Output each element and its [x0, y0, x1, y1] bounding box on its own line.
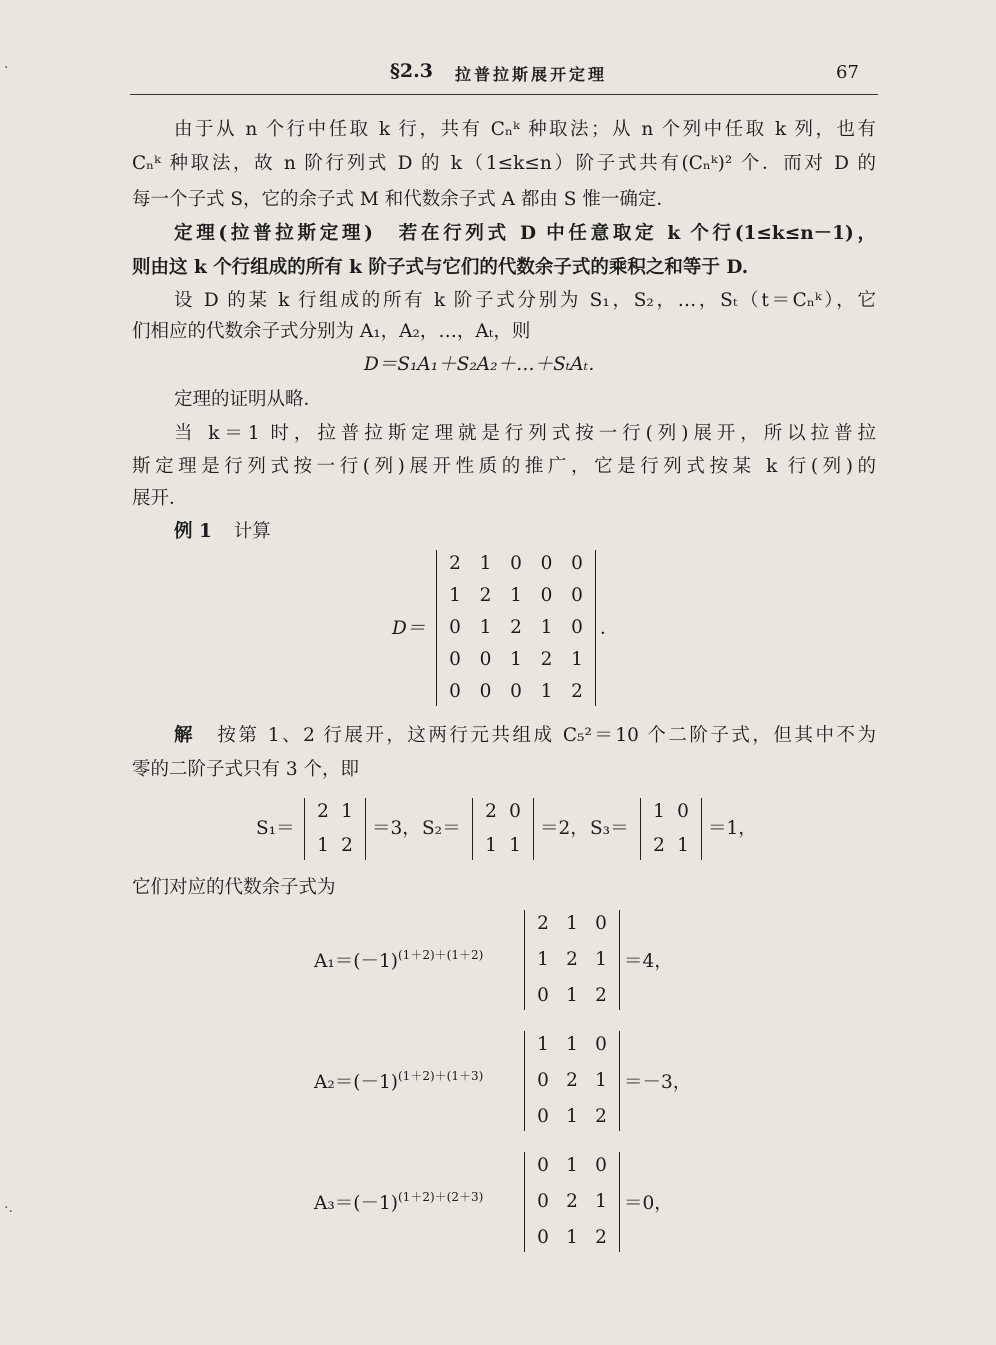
matrix-cell: 1 — [537, 1034, 549, 1055]
cofactor-2-exponent: (1＋2)＋(1＋3) — [398, 1069, 484, 1083]
matrix-cell: 1 — [595, 1070, 607, 1091]
matrix-cell: 1 — [566, 985, 578, 1006]
matrix-cell: 2 — [566, 1070, 578, 1091]
matrix-cell: 2 — [653, 835, 665, 856]
matrix-cell: 1 — [571, 649, 583, 670]
matrix-cell: 1 — [317, 835, 329, 856]
theorem-line1: 定理(拉普拉斯定理) 若在行列式 D 中任意取定 k 个行(1≤k≤n－1)， — [174, 223, 876, 244]
matrix-cell: 1 — [449, 585, 461, 606]
solution-line1 — [174, 724, 876, 748]
cofactor-2-determinant — [524, 1031, 620, 1131]
cofactor-3-exponent: (1＋2)＋(2＋3) — [398, 1190, 484, 1204]
matrix-cell: 2 — [566, 949, 578, 970]
matrix-cell: 1 — [566, 1227, 578, 1248]
matrix-cell: 1 — [653, 801, 665, 822]
matrix-cell: 2 — [595, 985, 607, 1006]
matrix-cell: 1 — [540, 617, 553, 638]
para1-line2: Cₙᵏ 种取法，故 n 阶行列式 D 的 k（1≤k≤n）阶子式共有(Cₙᵏ)² 个．而对 D 的 — [132, 153, 876, 174]
solution-text: 按第 1、2 行展开，这两行元共组成 C₅²＝10 个二阶子式，但其中不为 — [217, 725, 876, 746]
matrix-cell: 1 — [566, 1034, 578, 1055]
matrix-cell: 2 — [449, 553, 461, 574]
minor-3-lhs: S₃＝ — [590, 818, 629, 839]
matrix-cell: 0 — [540, 553, 553, 574]
example-rhs: ． — [600, 618, 619, 639]
matrix-cell: 2 — [510, 617, 522, 638]
proof-note: 定理的证明从略． — [174, 389, 323, 410]
matrix-cell: 1 — [537, 949, 549, 970]
matrix-cell: 2 — [595, 1106, 607, 1127]
matrix-cell: 1 — [510, 649, 522, 670]
minor-2-rhs: ＝2， — [540, 818, 589, 839]
matrix-cell: 1 — [540, 681, 553, 702]
minor-2-determinant — [472, 798, 534, 860]
matrix-cell: 1 — [677, 835, 689, 856]
matrix-cell: 0 — [595, 1155, 607, 1176]
matrix-cell: 1 — [485, 835, 497, 856]
matrix-cell: 0 — [537, 985, 549, 1006]
theorem-line2: 则由这 k 个行组成的所有 k 阶子式与它们的代数余子式的乘积之和等于 D. — [132, 257, 749, 278]
matrix-cell: 0 — [571, 585, 583, 606]
minor-3-rhs: ＝1， — [708, 818, 757, 839]
minor-2-lhs: S₂＝ — [422, 818, 461, 839]
matrix-cell: 0 — [479, 649, 492, 670]
matrix-cell: 0 — [449, 649, 461, 670]
matrix-cell: 2 — [317, 801, 329, 822]
matrix-cell: 1 — [509, 835, 521, 856]
matrix-cell: 2 — [571, 681, 583, 702]
matrix-cell: 2 — [566, 1191, 578, 1212]
matrix-cell: 2 — [479, 585, 492, 606]
matrix-cell: 1 — [510, 585, 522, 606]
matrix-cell: 0 — [479, 681, 492, 702]
minor-1-rhs: ＝3， — [372, 818, 421, 839]
example-determinant — [436, 550, 596, 706]
matrix-cell: 2 — [485, 801, 497, 822]
matrix-cell: 2 — [537, 913, 549, 934]
margin-mark: ·. — [4, 1200, 13, 1216]
matrix-cell: 0 — [677, 801, 689, 822]
cofactor-2-lhs: A₂＝(－1) — [314, 1072, 398, 1093]
minor-1-determinant — [304, 798, 366, 860]
solution-label: 解 — [174, 725, 196, 746]
example-label: 例 1 — [174, 521, 212, 542]
matrix-cell: 0 — [537, 1191, 549, 1212]
example-text: 计算 — [233, 521, 271, 542]
para3-line3: 展开． — [132, 488, 188, 509]
para3-line2: 斯定理是行列式按一行(列)展开性质的推广，它是行列式按某 k 行(列)的 — [132, 456, 876, 477]
section-number: §2.3 — [390, 60, 433, 82]
para2-line1: 设 D 的某 k 行组成的所有 k 阶子式分别为 S₁，S₂，…，Sₜ（t＝Cₙᵏ），它 — [174, 290, 876, 311]
cofactor-1-lhs: A₁＝(－1) — [314, 951, 398, 972]
matrix-cell: 0 — [537, 1106, 549, 1127]
matrix-cell: 0 — [571, 553, 583, 574]
matrix-cell: 0 — [540, 585, 553, 606]
matrix-cell: 2 — [540, 649, 553, 670]
para3-line1: 当 k＝1 时，拉普拉斯定理就是行列式按一行(列)展开，所以拉普拉 — [174, 423, 876, 444]
para1-line1: 由于从 n 个行中任取 k 行，共有 Cₙᵏ 种取法；从 n 个列中任取 k 列，也有 — [174, 119, 876, 140]
minor-1-lhs: S₁＝ — [256, 818, 295, 839]
matrix-cell: 0 — [537, 1070, 549, 1091]
matrix-cell: 0 — [449, 681, 461, 702]
para2-line2: 们相应的代数余子式分别为 A₁，A₂，…，Aₜ，则 — [132, 321, 531, 342]
para1-line3: 每一个子式 S，它的余子式 M 和代数余子式 A 都由 S 惟一确定． — [132, 189, 675, 210]
matrix-cell: 1 — [341, 801, 353, 822]
margin-mark: · — [4, 60, 9, 76]
cofactor-2-rhs: ＝－3， — [624, 1072, 692, 1093]
matrix-cell: 0 — [537, 1155, 549, 1176]
matrix-cell: 0 — [571, 617, 583, 638]
matrix-cell: 2 — [341, 835, 353, 856]
example-lhs: D＝ — [392, 618, 426, 639]
matrix-cell: 1 — [566, 1155, 578, 1176]
cofactor-1-exponent: (1＋2)＋(1＋2) — [398, 948, 484, 962]
matrix-cell: 1 — [479, 553, 492, 574]
matrix-cell: 1 — [566, 1106, 578, 1127]
matrix-cell: 1 — [595, 1191, 607, 1212]
solution-line2: 零的二阶子式只有 3 个，即 — [132, 759, 360, 780]
matrix-cell: 0 — [449, 617, 461, 638]
matrix-cell: 1 — [479, 617, 492, 638]
cofactor-1-rhs: ＝4， — [624, 951, 673, 972]
matrix-cell: 0 — [537, 1227, 549, 1248]
matrix-cell: 0 — [509, 801, 521, 822]
section-title: 拉普拉斯展开定理 — [455, 65, 608, 84]
page-number: 67 — [836, 62, 859, 83]
cofactor-3-lhs: A₃＝(－1) — [314, 1193, 398, 1214]
cofactor-1-determinant — [524, 910, 620, 1010]
matrix-cell: 0 — [595, 1034, 607, 1055]
example-heading — [174, 520, 876, 544]
matrix-cell: 1 — [595, 949, 607, 970]
matrix-cell: 0 — [595, 913, 607, 934]
matrix-cell: 1 — [566, 913, 578, 934]
matrix-cell: 0 — [510, 553, 522, 574]
cofactor-3-determinant — [524, 1152, 620, 1252]
matrix-cell: 2 — [595, 1227, 607, 1248]
cofactor-intro: 它们对应的代数余子式为 — [132, 877, 336, 898]
cofactor-3-rhs: ＝0， — [624, 1193, 673, 1214]
laplace-formula: D＝S₁A₁＋S₂A₂＋…＋SₜAₜ． — [364, 354, 607, 375]
header-rule — [130, 94, 878, 95]
matrix-cell: 0 — [510, 681, 522, 702]
minor-3-determinant — [640, 798, 702, 860]
